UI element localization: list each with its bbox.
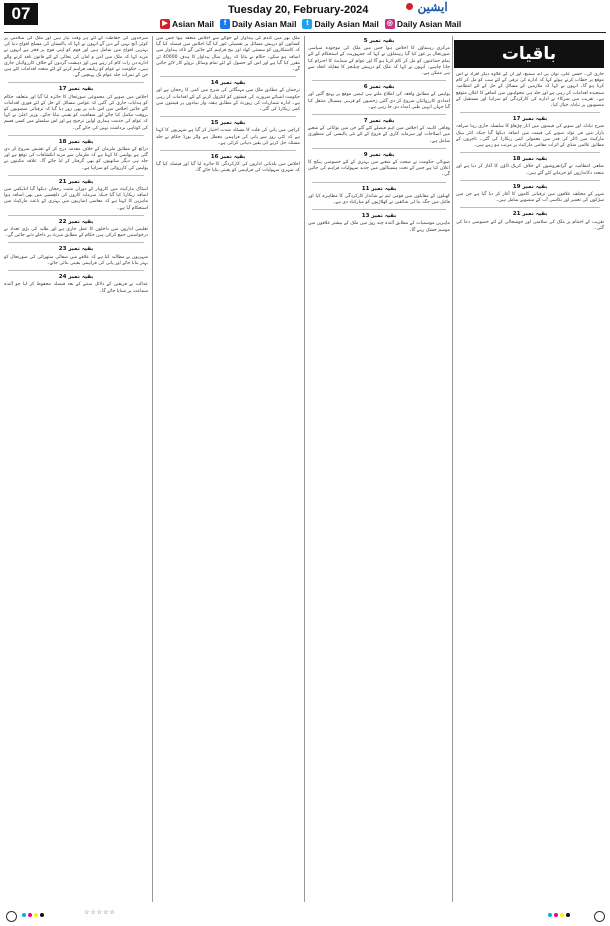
section-title: باقیات: [454, 40, 604, 68]
twitter-icon: t: [302, 19, 312, 29]
article-block: [308, 186, 450, 207]
article-block: [308, 118, 450, 145]
article-block: [4, 246, 148, 267]
article-text: پولیس کے مطابق واقعہ کی اطلاع ملتے ہی ٹیمیں موقع پر پہنچ گئیں اور امدادی کارروائیاں شروع کر دی گئیں زخمیوں کو قریبی ہسپتال منتقل کیا گیا جہاں انہیں طبی امداد دی جا رہی ہے۔: [308, 92, 450, 110]
registration-mark-icon: [6, 911, 17, 922]
block-divider: [8, 82, 144, 83]
block-divider: [160, 76, 296, 77]
column-divider: [152, 36, 153, 902]
masthead: [0, 0, 610, 30]
continuation-heading: بقیہ نمبر 6: [363, 84, 395, 91]
issue-date: Tuesday 20, February-2024: [228, 4, 369, 16]
social-link[interactable]: [302, 17, 378, 30]
block-divider: [8, 175, 144, 176]
instagram-icon: ◎: [386, 19, 393, 27]
column-2: [156, 36, 300, 902]
masthead-rule: [4, 32, 606, 33]
continuation-heading: بقیہ نمبر 22: [58, 218, 94, 225]
article-block: [308, 38, 450, 77]
continuation-heading: بقیہ نمبر 11: [361, 185, 397, 192]
article-text: اجلاس میں صوبے کی مجموعی صورتحال کا جائزہ لیا گیا اور متعلقہ حکام کو ہدایات جاری کی گئیں کہ عوامی مسائل کے حل کے لئے فوری اقدامات کئے جائیں اجلاس میں اس بات پر بھی زور دیا گیا کہ ترقیاتی منصوبوں کو بروقت مکمل کیا جائے اور شفافیت کو یقینی بنایا جائے۔ وزیر اعلیٰ نے کہا کہ عوام کی خدمت ہماری اولین ترجیح ہے اور اس سلسلے میں کسی قسم کی کوتاہی برداشت نہیں کی جائے گی۔: [4, 94, 148, 131]
article-text: ذرائع کے مطابق ملزمان کے خلاف مقدمہ درج کر کے تفتیش شروع کر دی گئی ہے پولیس کا کہنا ہے کہ ملزمان سے مزید انکشافات کی توقع ہے اور جلد ہی دیگر ساتھیوں کو بھی گرفتار کر لیا جائے گا۔ علاقہ مکینوں نے پولیس کی کارروائی کو سراہا ہے۔: [4, 147, 148, 171]
block-divider: [460, 180, 600, 181]
social-link[interactable]: [385, 17, 461, 30]
registration-mark-icon: [594, 911, 605, 922]
continuation-heading: بقیہ نمبر 18: [58, 138, 94, 145]
article-block: [156, 120, 300, 147]
continuation-heading: بقیہ نمبر 9: [363, 151, 395, 158]
page-footer: [0, 906, 610, 926]
footer-stars: ☆☆☆☆☆: [84, 909, 116, 916]
block-divider: [460, 152, 600, 153]
article-text: ملک بھر میں گندم کی پیداوار کے حوالے سے اجلاس منعقد ہوا جس میں کسانوں کو درپیش مسائل پر تفصیلی غور کیا گیا اجلاس میں فیصلہ کیا گیا کہ کاشتکاروں کو سستی کھاد اور بیج فراہم کئے جائیں گے تاکہ پیداوار میں اضافہ ہو سکے۔ حکام نے بتایا کہ رواں سال پیداوار کا ہدف 40000 ٹن مقرر کیا گیا ہے اور اس کے حصول کے لئے تمام وسائل بروئے کار لائے جائیں گے۔: [156, 36, 300, 73]
block-divider: [312, 209, 446, 210]
block-divider: [312, 80, 446, 81]
article-text: تقریب کے اختتام پر ملک کی سلامتی اور خوشحالی کے لئے خصوصی دعا کی گئی۔: [456, 219, 604, 231]
article-block: [4, 179, 148, 212]
article-block: [4, 36, 148, 79]
continuation-heading: بقیہ نمبر 17: [58, 86, 94, 93]
continuation-heading: بقیہ نمبر 21: [58, 178, 94, 185]
continuation-heading: بقیہ نمبر 24: [58, 274, 94, 281]
article-text: شہریوں نے مطالبہ کیا ہے کہ علاقے میں صفائی ستھرائی کی صورتحال کو بہتر بنایا جائے اور پانی کی فراہمی یقینی بنائی جائے۔: [4, 254, 148, 266]
article-block: [4, 139, 148, 172]
column-4: [456, 72, 604, 902]
article-text: مرکزی رہنماؤں کا اجلاس ہوا جس میں ملک کی موجودہ سیاسی صورتحال پر غور کیا گیا رہنماؤں نے کہا کہ جمہوریت کے استحکام کے لئے تمام جماعتوں کو مل کر کام کرنا ہو گا اور عوام کے مینڈیٹ کا احترام کیا جانا چاہیے۔ انہوں نے کہا کہ ملک کو درپیش چیلنجز کا مقابلہ اتحاد سے ہی ممکن ہے۔: [308, 46, 450, 77]
column-3: [308, 36, 450, 902]
article-text: سرحدوں کی حفاظت کے لئے ہر وقت تیار ہیں اور ملک کی سلامتی پر کوئی آنچ نہیں آنے دیں گے انہوں نے کہا کہ پاکستان کی مسلح افواج دنیا کی بہترین افواج میں شامل ہیں اور قوم کو اپنی فوج پر فخر ہے انہوں نے مزید کہا کہ ملک میں امن و امان کی بحالی کے لئے قانون نافذ کرنے والے ادارے دن رات کام کر رہے ہیں اور دہشت گردوں کے خلاف کارروائیاں جاری ہیں۔ حکومت نے عوام کو ریلیف فراہم کرنے کے لئے متعدد اقدامات کئے ہیں جن کے ثمرات جلد عوام تک پہنچیں گے۔: [4, 36, 148, 79]
article-block: [4, 219, 148, 240]
facebook-icon: f: [220, 19, 230, 29]
column-1: [4, 36, 148, 902]
article-block: [456, 184, 604, 205]
continuation-heading: بقیہ نمبر 13: [361, 213, 397, 220]
block-divider: [8, 270, 144, 271]
logo-text: ایشین: [417, 0, 448, 14]
article-block: [308, 213, 450, 234]
continuation-heading: بقیہ نمبر 17: [512, 116, 548, 123]
block-divider: [160, 150, 296, 151]
continuation-heading: بقیہ نمبر 14: [210, 80, 246, 87]
article-text: جاری کی۔ حسن علی، نواز، پی اے، سمیع، اور ان کے علاوہ دیگر افراد نے اس موقع پر خطاب کرتے ہوئے کہا کہ ادارے کی ترقی کے لئے سب کو مل کر کام کرنا ہو گا۔ انہوں نے کہا کہ ملازمین کے مسائل کے حل کے لئے انتظامیہ سنجیدہ اقدامات کر رہی ہے اور جلد ہی تنخواہوں میں اضافے کا اعلان متوقع ہے۔ تقریب میں شرکاء نے ادارے کی کارکردگی کو سراہا اور مستقبل کے منصوبوں پر تبادلہ خیال کیا۔: [456, 72, 604, 109]
block-divider: [460, 207, 600, 208]
article-text: صوبائی حکومت نے صحت کے شعبے میں بہتری کے لئے خصوصی پیکج کا اعلان کیا ہے جس کے تحت ہسپتالوں میں جدید سہولیات فراہم کی جائیں گی۔: [308, 160, 450, 178]
column-divider: [304, 36, 305, 902]
article-block: [156, 154, 300, 175]
article-text: شرح تبادلہ اور سونے کی قیمتوں میں اتار چڑھاؤ کا سلسلہ جاری رہا صرافہ بازار میں فی تولہ سونے کی قیمت میں اضافہ دیکھا گیا جبکہ انٹر بینک مارکیٹ میں ڈالر کی قدر میں معمولی کمی ریکارڈ کی گئی۔ تاجروں کے مطابق عالمی منڈی کے اثرات مقامی مارکیٹ پر مرتب ہو رہے ہیں۔: [456, 124, 604, 149]
article-text: کراچی میں پانی کی قلت کا مسئلہ شدت اختیار کر گیا ہے شہریوں کا کہنا ہے کہ کئی روز سے پانی کی فراہمی معطل ہے واٹر بورڈ حکام نے جلد مسئلہ حل کرنے کی یقین دہانی کرائی ہے۔: [156, 128, 300, 146]
column-divider: [452, 36, 453, 902]
article-block: [308, 84, 450, 111]
youtube-icon: ▶: [160, 19, 170, 29]
article-text: شہر کے مختلف علاقوں میں ترقیاتی کاموں کا آغاز کر دیا گیا ہے جن میں سڑکوں کی تعمیر اور نکاسی آب کے منصوبے شامل ہیں۔: [456, 192, 604, 204]
continuation-heading: بقیہ نمبر 18: [512, 156, 548, 163]
social-link[interactable]: [220, 17, 296, 30]
article-text: اجلاس میں بلدیاتی اداروں کی کارکردگی کا جائزہ لیا گیا اور فیصلہ کیا گیا کہ شہری سہولیات کی فراہمی کو یقینی بنایا جائے گا۔: [156, 162, 300, 174]
continuation-heading: بقیہ نمبر 5: [363, 38, 395, 44]
article-text: عدالت نے فریقین کے دلائل سننے کے بعد فیصلہ محفوظ کر لیا جو آئندہ سماعت پر سنایا جائے گا۔: [4, 282, 148, 294]
article-text: ماہرین موسمیات کے مطابق آئندہ چند روز میں ملک کے بیشتر علاقوں میں موسم خشک رہے گا۔: [308, 221, 450, 233]
article-block: [156, 80, 300, 113]
social-label: Daily Asian Mail: [396, 18, 462, 29]
article-text: ضلعی انتظامیہ نے گرانفروشوں کے خلاف کریک ڈاؤن کا آغاز کر دیا ہے اور متعدد دکانداروں کو جرمانے کئے گئے ہیں۔: [456, 164, 604, 176]
article-block: [456, 72, 604, 109]
social-label: Daily Asian Mail: [232, 18, 297, 29]
article-text: اسٹاک مارکیٹ میں کاروبار کے دوران مثبت رجحان دیکھا گیا انڈیکس میں اضافہ ریکارڈ کیا گیا جبکہ سرمایہ کاروں کی دلچسپی میں بھی اضافہ ہوا ماہرین کا کہنا ہے کہ معاشی اشاریوں میں بہتری کے باعث مارکیٹ میں استحکام آیا ہے۔: [4, 187, 148, 211]
article-text: وفاقی کابینہ کے اجلاس میں اہم فیصلے کئے گئے جن میں توانائی کے شعبے میں اصلاحات اور سرمایہ کاری کے فروغ کے لئے نئی پالیسی کی منظوری شامل ہے۔: [308, 126, 450, 144]
article-text: کھیلوں کے مقابلوں میں قومی ٹیم نے شاندار کارکردگی کا مظاہرہ کیا اور فائنل میں جگہ بنا لی شائقین نے کھلاڑیوں کو مبارکباد دی ہے۔: [308, 193, 450, 206]
continuation-heading: بقیہ نمبر 16: [210, 154, 246, 161]
continuation-heading: بقیہ نمبر 19: [512, 183, 548, 190]
social-label: Daily Asian Mail: [314, 18, 379, 29]
article-block: [456, 211, 604, 232]
article-text: تعلیمی اداروں میں داخلوں کا عمل جاری ہے اور طلبہ کی بڑی تعداد نے درخواستیں جمع کرائی ہیں حکام کے مطابق میرٹ پر داخلے دئیے جائیں گے۔: [4, 227, 148, 239]
article-block: [308, 152, 450, 179]
article-block: [4, 86, 148, 131]
continuation-heading: بقیہ نمبر 7: [363, 118, 395, 125]
color-bar-icon: [548, 913, 570, 917]
block-divider: [8, 215, 144, 216]
block-divider: [8, 135, 144, 136]
article-block: [4, 274, 148, 295]
block-divider: [160, 116, 296, 117]
article-text: ترجمان کے مطابق ملک میں مہنگائی کی شرح میں کمی کا رجحان ہے اور حکومت اشیائے ضروریہ کی قیمتوں کو کنٹرول کرنے کے لئے اقدامات کر رہی ہے۔ ادارہ شماریات کی رپورٹ کے مطابق ہفتہ وار بنیادوں پر قیمتوں میں کمی ریکارڈ کی گئی۔: [156, 88, 300, 113]
social-links: [160, 17, 461, 30]
block-divider: [312, 148, 446, 149]
continuation-heading: بقیہ نمبر 21: [512, 211, 548, 218]
newspaper-logo: [372, 0, 482, 14]
continuation-heading: بقیہ نمبر 23: [58, 246, 94, 253]
article-block: [456, 156, 604, 177]
block-divider: [312, 114, 446, 115]
continuation-heading: بقیہ نمبر 15: [210, 120, 246, 127]
block-divider: [460, 112, 600, 113]
social-label: Asian Mail: [172, 18, 215, 29]
block-divider: [8, 242, 144, 243]
logo-dot-icon: [406, 3, 413, 10]
color-bar-icon: [22, 913, 44, 917]
article-block: [456, 116, 604, 149]
article-block: [156, 36, 300, 73]
social-link[interactable]: [160, 17, 214, 30]
block-divider: [312, 182, 446, 183]
page-number: 07: [4, 3, 38, 25]
